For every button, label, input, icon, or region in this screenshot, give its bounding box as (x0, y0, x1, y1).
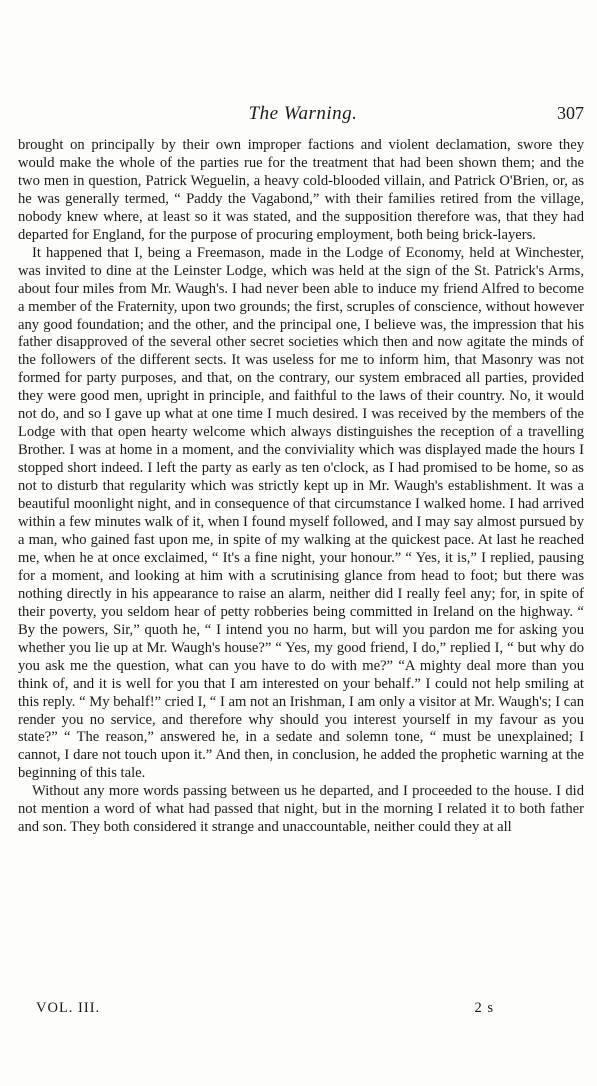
paragraph: brought on principally by their own improper factions and violent declamation, swore they would make the whole of the parties rue for the treatment that had been shown them; and the two men in question, Patrick Weguelin, a heavy cold-blooded villain, and Patrick O'Brien, or, as he was generally termed, “ Paddy the Vagabond,” with their families retired from the village, nobody knew where, at least so it was stated, and the supposition therefore was, that they had departed for England, for the purpose of procuring employment, both being brick-layers. (18, 137, 584, 243)
body-text (18, 137, 584, 837)
paragraph: It happened that I, being a Freemason, made in the Lodge of Economy, held at Winchester, was invited to dine at the Leinster Lodge, which was held at the sign of the St. Patrick's Arms, about four miles from Mr. Waugh's. I had never been able to induce my friend Alfred to become a member of the Fraternity, upon two grounds; the first, scruples of conscience, without however any good foundation; and the other, and the principal one, I believe was, the impression that his father disapproved of the several other secret societies which then and now agitate the minds of the followers of the different sects. It was useless for me to inform him, that Masonry was not formed for party purposes, and that, on the contrary, our system embraced all parties, provided they were good men, upright in principle, and faithful to the laws of their country. No, it would not do, and so I gave up what at one time I much desired. I was received by the members of the Lodge with that open hearty welcome which always distinguishes the reception of a travelling Brother. I was at home in a moment, and the conviviality which was displayed made the hours I stopped short indeed. I left the party as early as ten o'clock, as I had promised to be home, so as not to disturb that regularity which was strictly kept up in Mr. Waugh's establishment. It was a beautiful moonlight night, and in consequence of that circumstance I walked home. I had arrived within a few minutes walk of it, when I found myself followed, and I may say almost pursued by a man, who gained fast upon me, in spite of my walking at the quickest pace. At last he reached me, when he at once exclaimed, “ It's a fine night, your honour.” “ Yes, it is,” I replied, pausing for a moment, and looking at him with a scrutinising glance from head to foot; but there was nothing directly in his appearance to raise an alarm, neither did I really feel any; for, in spite of their poverty, you seldom hear of petty robberies being committed in Ireland on the highway. “ By the powers, Sir,” quoth he, “ I intend you no harm, but will you pardon me for asking you whether you lie up at Mr. Waugh's house?” “ Yes, my good friend, I do,” replied I, “ but why do you ask me the question, what can you have to do with me?” “A mighty deal more than you think of, and it is well for you that I am interested on your behalf.” I could not help smiling at this reply. “ My behalf!” cried I, “ I am not an Irishman, I am only a visitor at Mr. Waugh's; I can render you no service, and therefore why should you interest yourself in my favour as you state?” “ The reason,” answered he, in a sedate and solemn tone, “ must be unexplained; I cannot, I dare not touch upon it.” And then, in conclusion, he added the prophetic warning at the beginning of this tale. (18, 244, 584, 782)
paragraph: Without any more words passing between us he departed, and I proceeded to the house. I did not mention a word of what had passed that night, but in the morning I related it to both father and son. They both considered it strange and unaccountable, neither could they at all (18, 783, 584, 836)
volume-mark: VOL. III. (36, 1000, 101, 1016)
page-header (22, 103, 584, 129)
page-number: 307 (557, 103, 584, 123)
signature-mark: 2 s (474, 1000, 494, 1016)
running-title: The Warning. (248, 103, 358, 124)
page-footer (36, 1000, 536, 1020)
